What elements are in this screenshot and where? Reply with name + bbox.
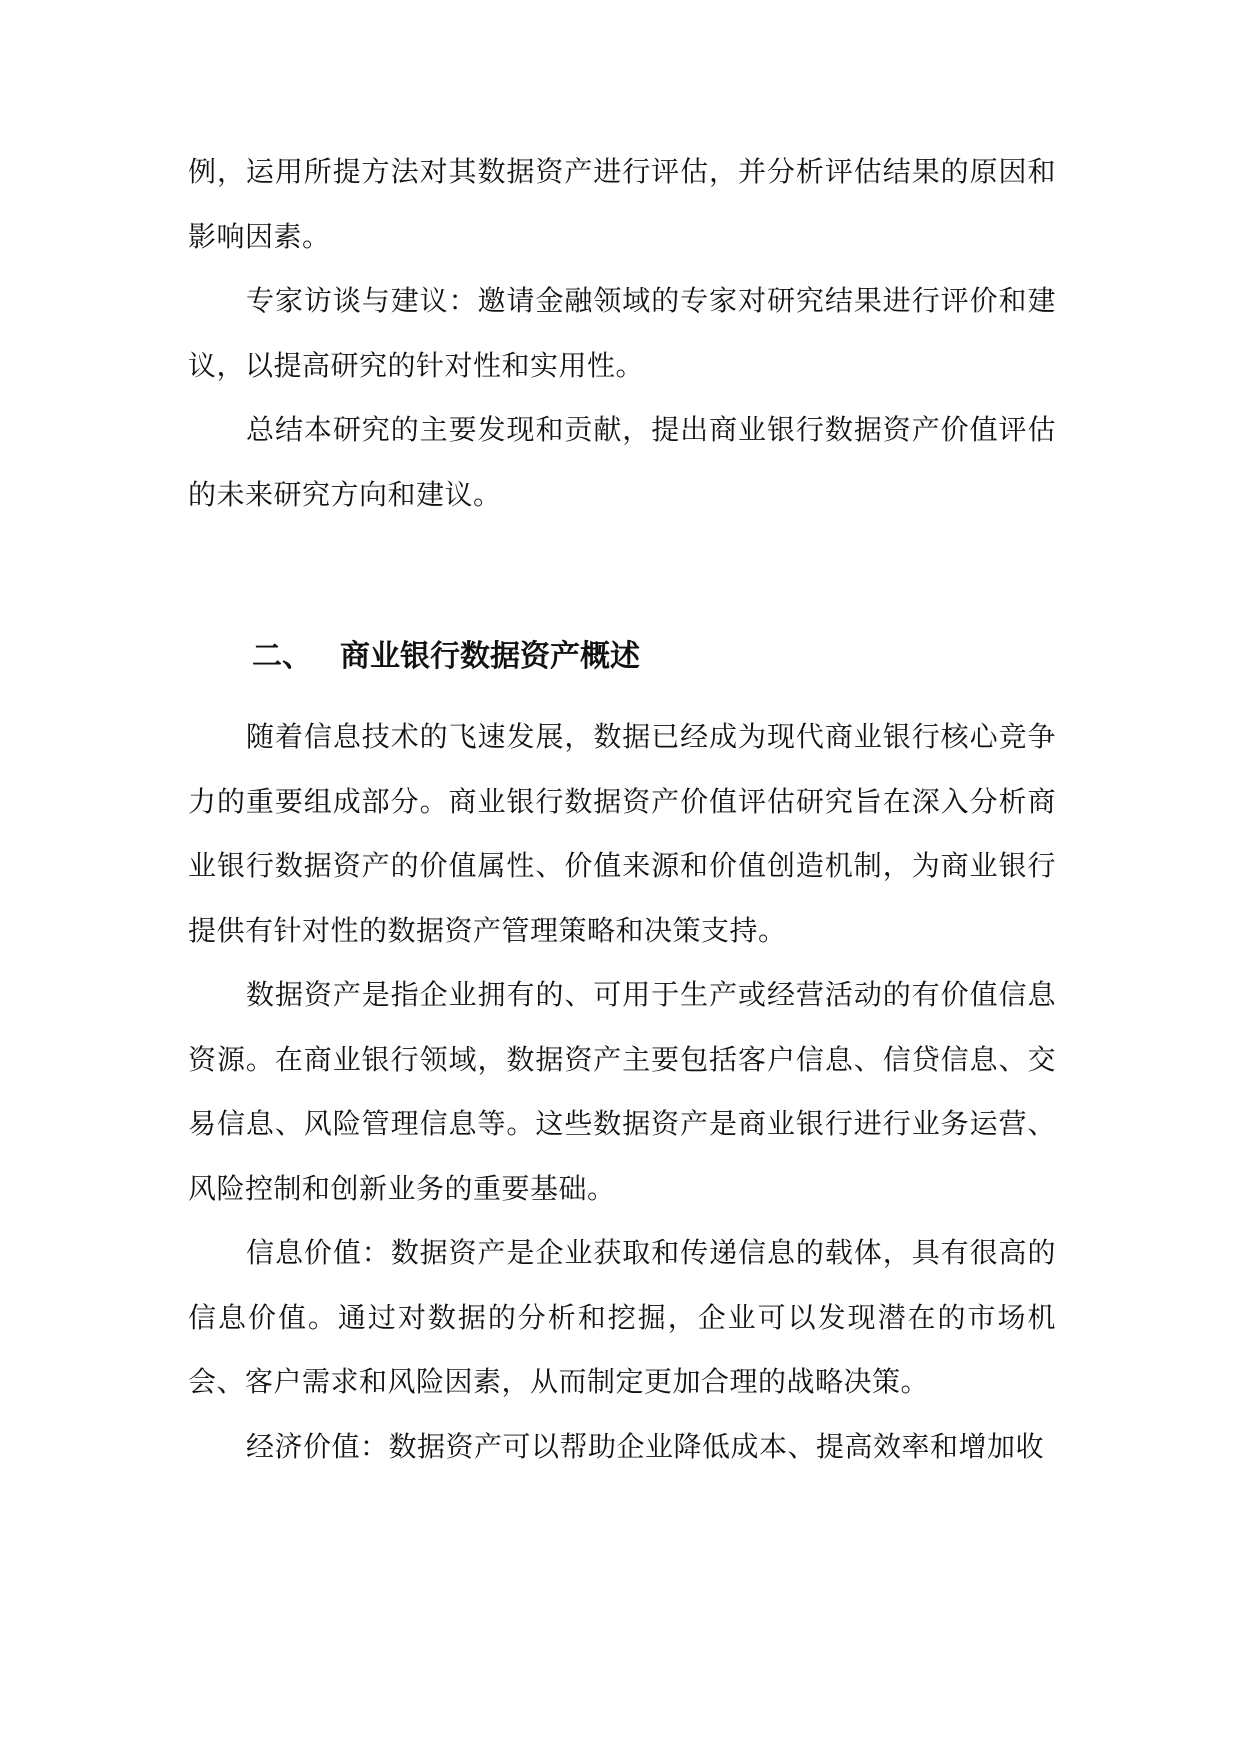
paragraph-definition: 数据资产是指企业拥有的、可用于生产或经营活动的有价值信息资源。在商业银行领域，数据资产主要包括客户信息、信贷信息、交易信息、风险管理信息等。这些数据资产是商业银行进行业务运营、风险控制和创新业务的重要基础。 xyxy=(188,978,1056,1205)
body-text-top xyxy=(188,140,1056,527)
paragraph-expert-interview: 专家访谈与建议：邀请金融领域的专家对研究结果进行评价和建议，以提高研究的针对性和实用性。 xyxy=(188,284,1056,382)
body-text-bottom xyxy=(188,705,1056,1479)
section-title: 商业银行数据资产概述 xyxy=(340,639,640,674)
paragraph-summary: 总结本研究的主要发现和贡献，提出商业银行数据资产价值评估的未来研究方向和建议。 xyxy=(188,413,1056,511)
paragraph-intro: 随着信息技术的飞速发展，数据已经成为现代商业银行核心竞争力的重要组成部分。商业银行数据资产价值评估研究旨在深入分析商业银行数据资产的价值属性、价值来源和价值创造机制，为商业银行提供有针对性的数据资产管理策略和决策支持。 xyxy=(188,720,1056,947)
section-number: 二、 xyxy=(252,639,312,674)
section-heading xyxy=(252,632,640,682)
paragraph-continuation: 例，运用所提方法对其数据资产进行评估，并分析评估结果的原因和影响因素。 xyxy=(188,155,1056,253)
paragraph-information-value: 信息价值：数据资产是企业获取和传递信息的载体，具有很高的信息价值。通过对数据的分析和挖掘，企业可以发现潜在的市场机会、客户需求和风险因素，从而制定更加合理的战略决策。 xyxy=(188,1236,1056,1398)
paragraph-economic-value: 经济价值：数据资产可以帮助企业降低成本、提高效率和增加收 xyxy=(246,1429,1045,1463)
